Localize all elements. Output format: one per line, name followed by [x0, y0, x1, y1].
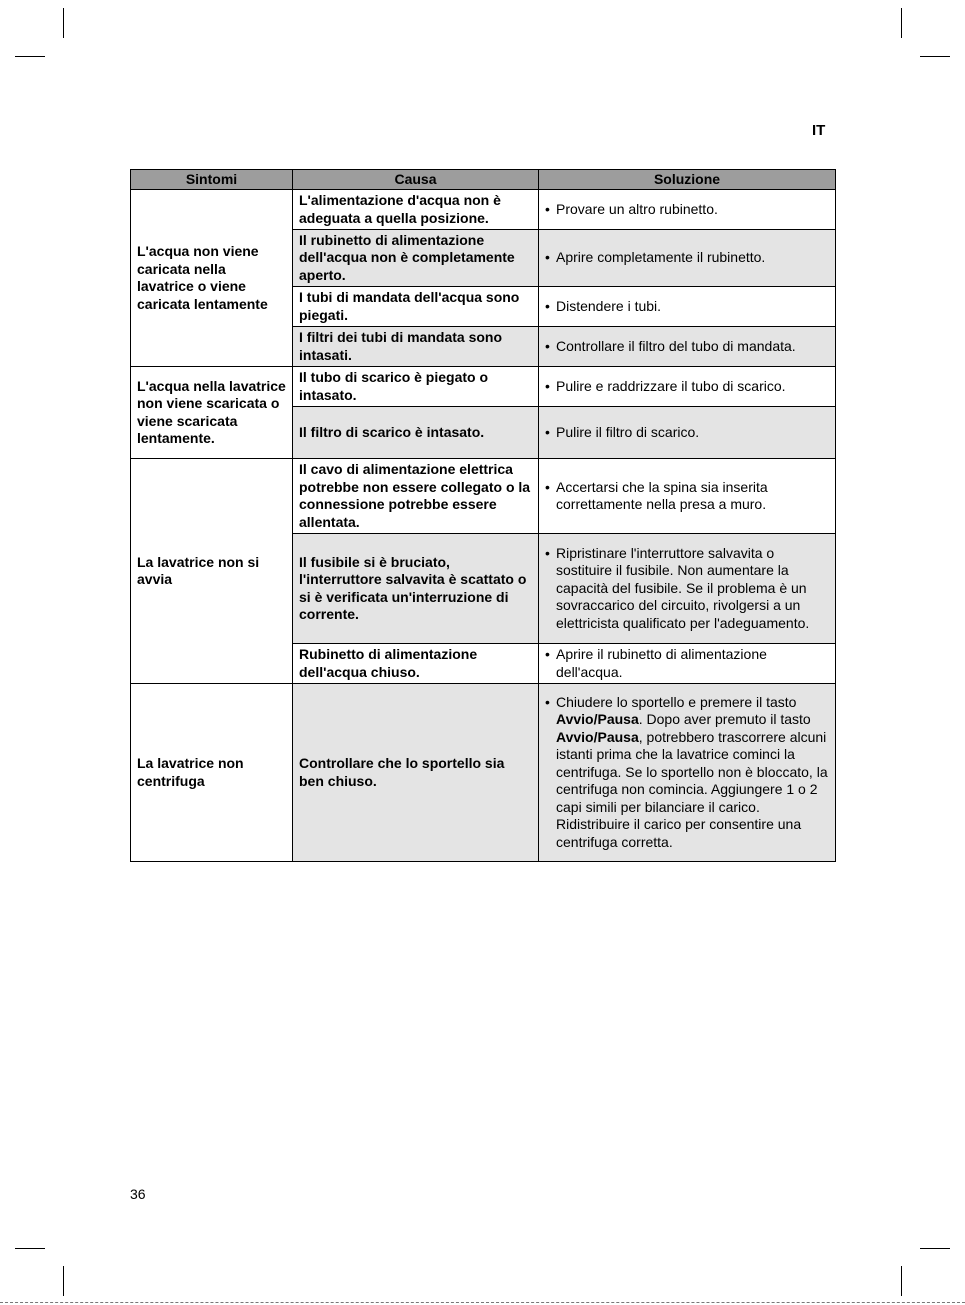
crop-mark [15, 1248, 45, 1249]
solution-text: Aprire il rubinetto di alimentazione dell'acqua. [556, 646, 767, 680]
crop-mark [920, 56, 950, 57]
cause-cell: Il fusibile si è bruciato, l'interruttore salvavita è scattato o si è verificata un'interruzione di corrente. [293, 534, 539, 644]
solution-text: Provare un altro rubinetto. [556, 200, 718, 217]
bullet-icon: • [545, 377, 550, 394]
cause-cell: Il filtro di scarico è intasato. [293, 407, 539, 459]
solution-text-part: , potrebbero trascorrere alcuni istanti prima che la lavatrice cominci la centrifuga. Se lo sportello non è bloccato, la centrifuga non comincia. Aggiungere 1 o 2 capi simili per bilanciare il carico. Ridistribuire il carico per consentire una centrifuga corretta. [556, 728, 828, 850]
solution-cell [539, 230, 836, 287]
bullet-icon: • [545, 693, 550, 710]
bullet-icon: • [545, 646, 550, 662]
bullet-icon: • [545, 297, 550, 314]
symptom-cell: La lavatrice non centrifuga [131, 684, 293, 862]
table-row [131, 367, 836, 407]
solution-cell [539, 459, 836, 534]
table-row [131, 459, 836, 534]
cause-cell: I filtri dei tubi di mandata sono intasati. [293, 327, 539, 367]
column-header-cause: Causa [293, 170, 539, 190]
solution-cell [539, 534, 836, 644]
crop-mark [63, 8, 64, 38]
avvio-pausa-key-label: Avvio/Pausa [556, 711, 639, 728]
solution-text: Controllare il filtro del tubo di mandata. [556, 337, 796, 354]
column-header-symptoms: Sintomi [131, 170, 293, 190]
cause-cell: I tubi di mandata dell'acqua sono piegati. [293, 287, 539, 327]
solution-cell [539, 327, 836, 367]
solution-cell [539, 644, 836, 684]
solution-text: Pulire il filtro di scarico. [556, 423, 700, 440]
bullet-icon: • [545, 337, 550, 354]
solution-text: Ripristinare l'interruttore salvavita o sostituire il fusibile. Non aumentare la capacità del fusibile. Se il problema è un sovraccarico del circuito, rivolgersi a un elettricista qualificato per l'adeguamento. [556, 544, 810, 631]
solution-text: Pulire e raddrizzare il tubo di scarico. [556, 377, 786, 394]
cause-cell: Controllare che lo sportello sia ben chiuso. [293, 684, 539, 862]
solution-text-part: Chiudere lo sportello e premere il tasto [556, 693, 797, 710]
bullet-icon: • [545, 249, 550, 266]
cause-cell: Il cavo di alimentazione elettrica potrebbe non essere collegato o la connessione potrebbe essere allentata. [293, 459, 539, 534]
bullet-icon: • [545, 478, 550, 495]
table-row [131, 684, 836, 862]
bullet-icon: • [545, 200, 550, 217]
solution-text: Distendere i tubi. [556, 297, 662, 314]
solution-text: Aprire completamente il rubinetto. [556, 249, 766, 266]
language-code: IT [812, 122, 826, 139]
page-number: 36 [130, 1186, 146, 1202]
cause-cell: L'alimentazione d'acqua non è adeguata a quella posizione. [293, 190, 539, 230]
symptom-cell: La lavatrice non si avvia [131, 459, 293, 684]
solution-cell [539, 190, 836, 230]
crop-mark [901, 8, 902, 38]
avvio-pausa-key-label: Avvio/Pausa [556, 728, 639, 745]
cause-cell: Il tubo di scarico è piegato o intasato. [293, 367, 539, 407]
solution-text [556, 694, 829, 852]
symptom-cell: L'acqua nella lavatrice non viene scaricata o viene scaricata lentamente. [131, 367, 293, 459]
cause-cell: Il rubinetto di alimentazione dell'acqua non è completamente aperto. [293, 230, 539, 287]
solution-cell [539, 684, 836, 862]
bullet-icon: • [545, 423, 550, 440]
crop-mark [15, 56, 45, 57]
symptom-cell: L'acqua non viene caricata nella lavatrice o viene caricata lentamente [131, 190, 293, 367]
table-row [131, 190, 836, 230]
solution-text-part: . Dopo aver premuto il tasto [638, 711, 811, 728]
table-header-row [131, 170, 836, 190]
solution-cell [539, 287, 836, 327]
solution-text: Accertarsi che la spina sia inserita correttamente nella presa a muro. [556, 478, 768, 512]
cause-cell: Rubinetto di alimentazione dell'acqua chiuso. [293, 644, 539, 684]
crop-mark [63, 1266, 64, 1296]
page-edge-rule [0, 1302, 965, 1303]
bullet-icon: • [545, 544, 550, 561]
solution-cell [539, 407, 836, 459]
troubleshooting-table [130, 169, 836, 862]
column-header-solution: Soluzione [539, 170, 836, 190]
solution-cell [539, 367, 836, 407]
crop-mark [901, 1266, 902, 1296]
crop-mark [920, 1248, 950, 1249]
